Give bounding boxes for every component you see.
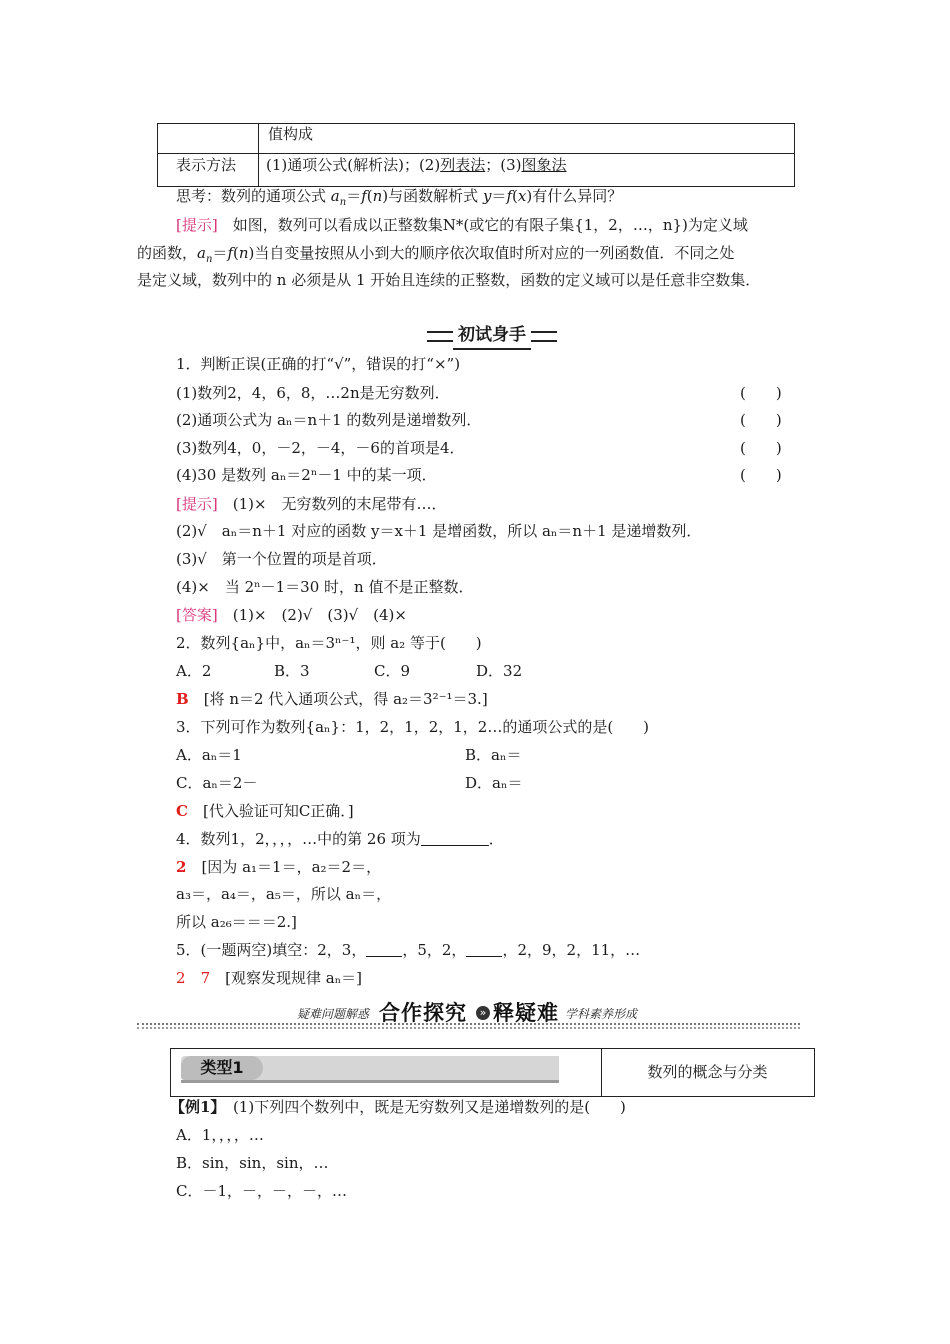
answer-line: [答案] (1)× (2)√ (3)√ (4)× (176, 606, 407, 624)
answer-label: [答案] (176, 606, 218, 624)
question-item: (1)数列2，4，6，8，…2n是无穷数列． (176, 384, 450, 402)
example-stem: 【例1】 (1)下列四个数列中，既是无穷数列又是递增数列的是( ) (170, 1098, 626, 1116)
answer-key: 2 (176, 858, 187, 876)
answer-paren: ( ) (740, 411, 782, 429)
solution-line: B [将 n＝2 代入通项公式，得 a₂＝3²⁻¹＝3.] (176, 690, 488, 708)
solution-line: 所以 a₂₆＝＝＝2.] (176, 913, 297, 931)
solution-line: a₃＝，a₄＝，a₅＝，所以 aₙ＝， (176, 885, 392, 903)
section-title: 初试身手 (427, 322, 557, 348)
section-banner: 疑难问题解惑 合作探究 » 释疑难 学科素养形成 (137, 1000, 800, 1030)
solution-line: 2 [因为 a₁＝1＝，a₂＝2＝， (176, 858, 382, 876)
option-b: B．3 (274, 662, 310, 680)
hint-label: [提示] (176, 495, 218, 513)
fill-blank (466, 942, 502, 957)
title-decoration (531, 331, 557, 342)
table-cell-label: 表示方法 (176, 156, 237, 174)
table-divider (258, 124, 259, 186)
dotted-rule (137, 1023, 800, 1025)
type-label: 类型1 (181, 1056, 263, 1080)
answer-paren: ( ) (740, 384, 782, 402)
option-d: D．aₙ＝ (465, 774, 523, 792)
option-d: D．32 (476, 662, 523, 680)
question-stem: 1．判断正误(正确的打“√”，错误的打“×”) (176, 355, 461, 373)
think-question: 思考：数列的通项公式 $a_n=f(n)$与函数解析式 y＝f(x)有什么异同？ (176, 187, 623, 208)
double-arrow-icon: » (476, 1006, 490, 1020)
solution-line: 2 7 [观察发现规律 aₙ＝] (176, 969, 363, 987)
question-stem: 4．数列1，2，，，，…中的第 26 项为 ． (176, 830, 504, 848)
option-b: B．sin，sin，sin，… (176, 1154, 329, 1172)
dotted-rule (137, 1027, 800, 1029)
question-stem: 3．下列可作为数列{aₙ}：1，2，1，2，1，2…的通项公式的是( ) (176, 718, 650, 736)
solution-line: C [代入验证可知C正确．] (176, 802, 354, 820)
table-cell: (1)通项公式(解析法)；(2)列表法；(3)图象法 (266, 156, 567, 174)
option-c: C．aₙ＝2－ (176, 774, 258, 792)
answer-paren: ( ) (740, 439, 782, 457)
question-item: (3)数列4，0，－2，－4，－6的首项是4． (176, 439, 465, 457)
type-title: 数列的概念与分类 (647, 1063, 768, 1081)
question-stem: 2．数列{aₙ}中，aₙ＝3ⁿ⁻¹，则 a₂ 等于( ) (176, 634, 482, 652)
hint-line: (2)√ aₙ＝n＋1 对应的函数 y＝x＋1 是增函数，所以 aₙ＝n＋1 是递增数列． (176, 522, 702, 540)
type-box (170, 1048, 815, 1097)
answer-key: B (176, 690, 189, 708)
answer-key: 2 (176, 969, 186, 987)
hint-line: [提示] (1)× 无穷数列的末尾带有…． (176, 495, 447, 513)
fill-blank (421, 831, 489, 846)
table-divider (158, 153, 794, 154)
option-a: A．2 (176, 662, 212, 680)
option-b: B．aₙ＝ (465, 746, 522, 764)
option-a: A．1，，，，… (176, 1126, 264, 1144)
hint-label: [提示] (176, 216, 218, 234)
fill-blank (366, 942, 402, 957)
answer-key: 7 (200, 969, 211, 987)
think-hint-line: 是定义域，数列中的 n 必须是从 1 开始且连续的正整数，函数的定义域可以是任意非空数集． (137, 271, 761, 289)
table-cell: 值构成 (268, 125, 314, 143)
option-c: C．9 (374, 662, 411, 680)
tag-shadow (181, 1080, 559, 1083)
answer-paren: ( ) (740, 466, 782, 484)
type-tag (181, 1056, 559, 1080)
question-item: (2)通项公式为 aₙ＝n＋1 的数列是递增数列． (176, 411, 482, 429)
option-c: C．－1，－，－，－，… (176, 1182, 348, 1200)
hint-line: (4)× 当 2ⁿ－1＝30 时，n 值不是正整数． (176, 578, 474, 596)
think-hint-line: 的函数，$a_n=f(n)$当自变量按照从小到大的顺序依次取值时所对应的一列函数值．不同之处 (137, 244, 735, 265)
think-hint-line: [提示] 如图，数列可以看成以正整数集N*(或它的有限子集{1，2，…，n})为定义域 (176, 216, 748, 234)
question-item: (4)30 是数列 aₙ＝2ⁿ－1 中的某一项． (176, 466, 437, 484)
hint-line: (3)√ 第一个位置的项是首项． (176, 550, 387, 568)
title-decoration (427, 331, 453, 342)
option-a: A．aₙ＝1 (176, 746, 242, 764)
question-stem: 5．(一题两空)填空：2，3， ，5，2， ，2，9，2，11，… (176, 941, 641, 959)
answer-key: C (176, 802, 188, 820)
